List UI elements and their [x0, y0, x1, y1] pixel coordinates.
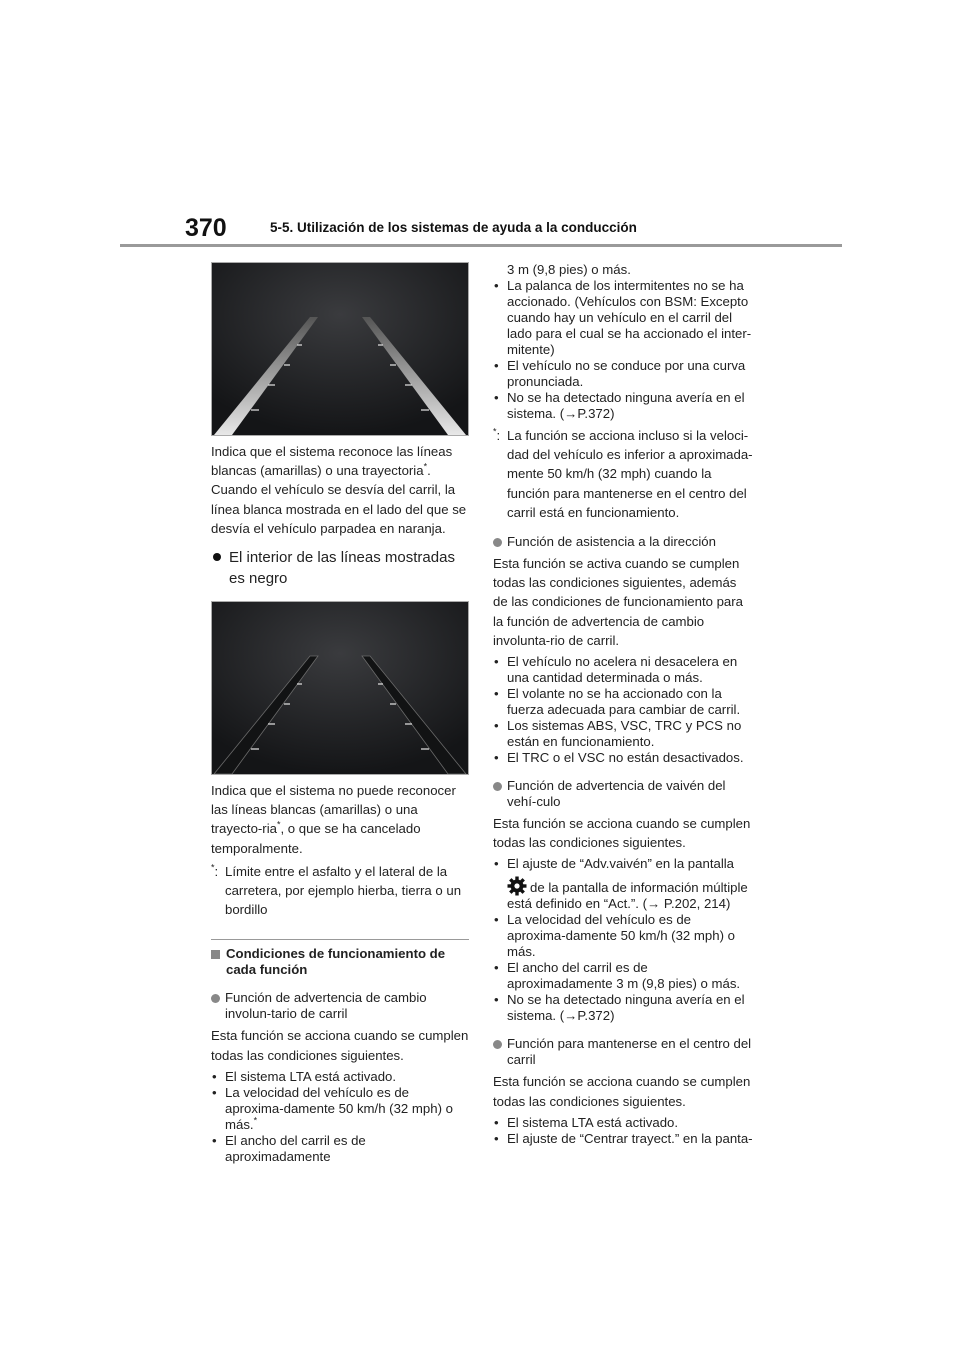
feature-heading: El interior de las líneas mostradas es negro	[211, 547, 469, 589]
page-number: 370	[185, 214, 227, 242]
list-item: • El ancho del carril es de aproximadamente 3 m (9,8 pies) o más.	[493, 960, 753, 992]
section-heading: Condiciones de funcionamiento de cada función	[211, 939, 469, 978]
list-item-continued: de la pantalla de información múltiple está definido en “Act.”. (→ P.202, 214)	[493, 876, 753, 912]
condition-list	[493, 912, 753, 1024]
bullet-dot-icon	[493, 538, 502, 547]
subsection-title: Función para mantenerse en el centro del carril	[493, 1036, 753, 1068]
gear-icon	[507, 876, 527, 896]
list-item: • El sistema LTA está activado.	[211, 1069, 469, 1085]
square-bullet-icon	[211, 950, 220, 959]
condition-list	[493, 856, 753, 872]
header-rule	[120, 244, 842, 247]
condition-list	[493, 654, 753, 766]
list-item: • Los sistemas ABS, VSC, TRC y PCS no están en funcionamiento.	[493, 718, 753, 750]
list-item: • El vehículo no se conduce por una curva pronunciada.	[493, 358, 753, 390]
caption-not-recognized: Indica que el sistema no puede reconocer las líneas blancas (amarillas) o una trayecto-ria*, o que se ha cancelado temporalmente.	[211, 783, 456, 856]
bullet-dot-icon	[493, 782, 502, 791]
list-item: • El vehículo no acelera ni desacelera en una cantidad determinada o más.	[493, 654, 753, 686]
paragraph: Esta función se acciona cuando se cumplen todas las condiciones siguientes.	[493, 816, 751, 851]
paragraph: Esta función se acciona cuando se cumplen todas las condiciones siguientes.	[493, 1074, 751, 1109]
bullet-dot-icon	[493, 1040, 502, 1049]
list-item: • El TRC o el VSC no están desactivados.	[493, 750, 753, 766]
list-item: • No se ha detectado ninguna avería en el sistema. (→P.372)	[493, 390, 753, 422]
list-item: • La velocidad del vehículo es de aproxima-damente 50 km/h (32 mph) o más.*	[211, 1085, 469, 1133]
lane-lines-black-image	[212, 602, 468, 774]
caption-recognized: Indica que el sistema reconoce las líneas blancas (amarillas) o una trayectoria*. Cuando el vehículo se desvía del carril, la línea blanca mostrada en el lado del que se desvía el vehículo parpadea en naranja.	[211, 444, 467, 536]
list-item: • El sistema LTA está activado.	[493, 1115, 753, 1131]
list-item: • El ajuste de “Adv.vaivén” en la pantalla	[493, 856, 753, 872]
right-column	[493, 262, 753, 1147]
bullet-dot-icon	[213, 553, 221, 561]
list-item: • El ajuste de “Centrar trayect.” en la panta-	[493, 1131, 753, 1147]
list-item: • El ancho del carril es de aproximadamente	[211, 1133, 469, 1165]
subsection-title: Función de advertencia de vaivén del vehí-culo	[493, 778, 753, 810]
condition-list	[493, 1115, 753, 1147]
footnote: *: La función se acciona incluso si la veloci-dad del vehículo es inferior a aproximada-mente 50 km/h (32 mph) cuando la función para mantenerse en el centro del carril está en funcionamiento.	[493, 426, 753, 520]
list-item: • No se ha detectado ninguna avería en el sistema. (→P.372)	[493, 992, 753, 1024]
lane-display-not-recognized	[211, 601, 469, 775]
subsection-title: Función de advertencia de cambio involun-tario de carril	[211, 990, 469, 1022]
list-item-continued: 3 m (9,8 pies) o más.	[507, 262, 631, 277]
subsection-title: Función de asistencia a la dirección	[493, 534, 753, 550]
lane-display-recognized	[211, 262, 469, 436]
bullet-dot-icon	[211, 994, 220, 1003]
list-item: • El volante no se ha accionado con la fuerza adecuada para cambiar de carril.	[493, 686, 753, 718]
list-item: • La palanca de los intermitentes no se ha accionado. (Vehículos con BSM: Excepto cuando hay un vehículo en el carril del lado para el cual se ha accionado el inter-mitente)	[493, 278, 753, 358]
header-title: 5-5. Utilización de los sistemas de ayuda a la conducción	[270, 220, 637, 235]
footnote: *: Límite entre el asfalto y el lateral de la carretera, por ejemplo hierba, tierra o un bordillo	[211, 862, 462, 918]
lane-lines-white-image	[212, 263, 468, 435]
list-item: • La velocidad del vehículo es de aproxima-damente 50 km/h (32 mph) o más.	[493, 912, 753, 960]
paragraph: Esta función se activa cuando se cumplen todas las condiciones siguientes, además de las condiciones de funcionamiento para la función de advertencia de cambio involunta-rio de carril.	[493, 556, 743, 648]
left-column	[211, 262, 469, 1165]
condition-list	[493, 278, 753, 422]
condition-list	[211, 1069, 469, 1165]
paragraph: Esta función se acciona cuando se cumplen todas las condiciones siguientes.	[211, 1028, 469, 1063]
